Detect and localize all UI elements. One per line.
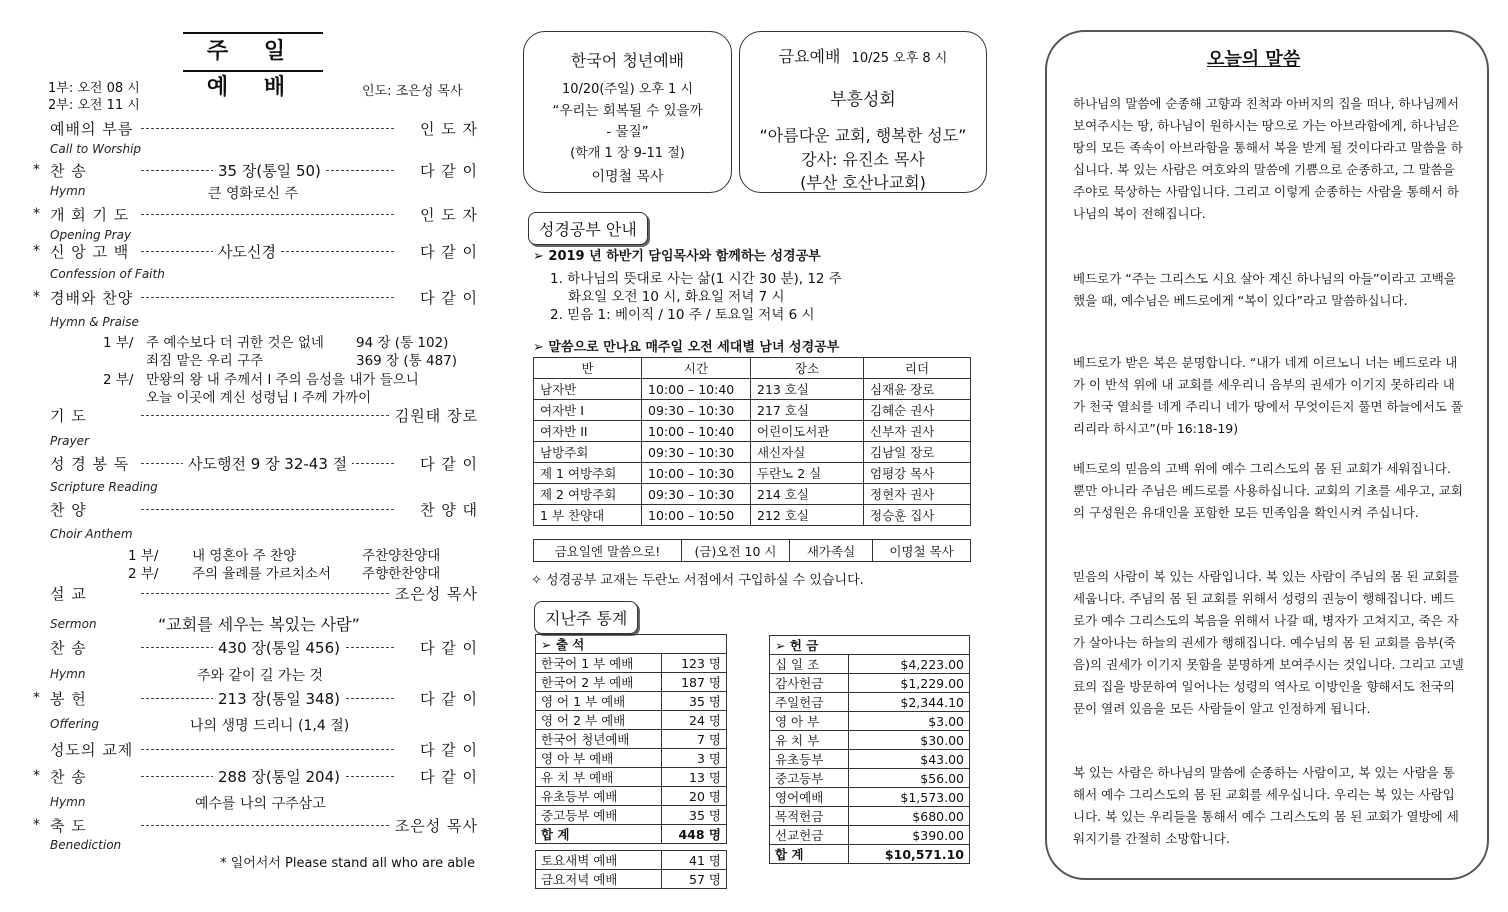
table-row [770, 655, 970, 674]
offering-amount: $1,573.00 [849, 788, 970, 807]
class-place: 212 호실 [751, 505, 864, 526]
service-times [48, 80, 140, 114]
offering-label: 중고등부 [770, 769, 849, 788]
service-time-1: 1부: 오전 08 시 [48, 81, 140, 96]
class-place: 두란노 2 실 [751, 463, 864, 484]
attendance-count: 187 명 [661, 673, 726, 692]
order-item-english: Hymn [50, 667, 86, 681]
attendance-label: 토요새벽 예배 [536, 851, 662, 870]
revival-speaker: 강사: 유진소 목사 [801, 150, 925, 169]
class-place: 213 호실 [751, 379, 864, 400]
order-item-name: 찬 양 [50, 501, 87, 519]
offering-amount: $390.00 [849, 826, 970, 845]
table-row [770, 693, 970, 712]
order-item-leader: 조은성 목사 [391, 815, 478, 836]
order-of-worship [0, 0, 500, 912]
class-name: 제 1 여방주회 [534, 463, 642, 484]
youth-service-speaker: 이명철 목사 [591, 169, 664, 185]
spacer [536, 844, 727, 851]
class-place: 어린이도서관 [751, 421, 864, 442]
offering-amount: $30.00 [849, 731, 970, 750]
table-row [536, 806, 727, 825]
order-item-name: 찬 송 [50, 639, 87, 657]
order-item-detail: 사도행전 9 장 32-43 절 [183, 453, 352, 474]
order-item-english: Hymn [50, 795, 86, 809]
praise-part: 1 부/ [103, 335, 134, 351]
attendance-table [535, 634, 727, 889]
table-row [770, 731, 970, 750]
friday-study-row [533, 539, 971, 562]
attendance-count: 41 명 [661, 851, 726, 870]
table-row [770, 826, 970, 845]
table-row [536, 654, 727, 673]
column-header: 장소 [751, 358, 864, 379]
order-item-detail: 35 장(통일 50) [213, 160, 326, 181]
class-name: 1 부 찬양대 [534, 505, 642, 526]
offering-label: 십 일 조 [770, 655, 849, 674]
attendance-label: 영 아 부 예배 [536, 749, 662, 768]
class-time: 09:30 – 10:30 [642, 484, 751, 505]
table-row [534, 442, 971, 463]
order-item-leader: 다 같 이 [416, 287, 478, 308]
attendance-count: 123 명 [661, 654, 726, 673]
table-row [770, 750, 970, 769]
class-leader: 신부자 권사 [864, 421, 971, 442]
message-paragraph: 베드로가 “주는 그리스도 시요 살아 계신 하나님의 아들”이라고 고백을 했을 때, 예수님은 베드로에게 “복이 있다”라고 말씀하십니다. [1073, 271, 1456, 308]
stand-marker: * [33, 162, 40, 178]
order-item [33, 688, 478, 710]
stand-marker: * [33, 690, 40, 706]
class-place: 새신자실 [751, 442, 864, 463]
class-leader: 김혜순 권사 [864, 400, 971, 421]
order-item [33, 766, 478, 788]
order-item [33, 405, 478, 427]
praise-part: 2 부/ [103, 372, 134, 388]
bible-study-item-2: 2. 믿음 1: 베이직 / 10 주 / 토요일 저녁 6 시 [550, 307, 815, 323]
table-row [536, 711, 727, 730]
offering-amount: $1,229.00 [849, 674, 970, 693]
leader-dashes [141, 593, 394, 594]
attendance-label: 유 치 부 예배 [536, 768, 662, 787]
class-name: 제 2 여방주회 [534, 484, 642, 505]
attendance-label: 금요저녁 예배 [536, 870, 662, 889]
class-time: 10:00 – 10:50 [642, 505, 751, 526]
stand-marker: * [33, 243, 40, 259]
order-item-english: Benediction [50, 838, 122, 852]
attendance-label: 한국어 2 부 예배 [536, 673, 662, 692]
table-row [770, 712, 970, 731]
order-item-name: 개 회 기 도 [50, 206, 130, 224]
order-item-leader: 다 같 이 [416, 739, 478, 760]
leader-dashes [141, 214, 394, 215]
offering-label: 영 아 부 [770, 712, 849, 731]
order-item-english: Prayer [50, 434, 89, 448]
order-item-name: 축 도 [50, 817, 87, 835]
table-row [536, 692, 727, 711]
class-leader: 김남일 장로 [864, 442, 971, 463]
column-header: 리더 [864, 358, 971, 379]
bible-study-item-1: 1. 하나님의 뜻대로 사는 삶(1 시간 30 분), 12 주 [550, 271, 842, 287]
table-header-row [534, 358, 971, 379]
offering-label: 선교헌금 [770, 826, 849, 845]
order-item [33, 204, 478, 226]
worship-leader: 인도: 조은성 목사 [362, 84, 463, 99]
order-item-english: Scripture Reading [50, 480, 158, 494]
table-row [536, 851, 727, 870]
friday-study-name: 금요일엔 말씀으로! [534, 540, 682, 562]
offering-amount: $680.00 [849, 807, 970, 826]
order-item [33, 241, 478, 263]
youth-service-date: 10/20(주일) 오후 1 시 [561, 82, 694, 97]
order-item [33, 637, 478, 659]
attendance-label: 영 어 2 부 예배 [536, 711, 662, 730]
order-item-name: 경배와 찬양 [50, 289, 134, 307]
attendance-count: 13 명 [661, 768, 726, 787]
praise-song: 만왕의 왕 내 주께서 l 주의 음성을 내가 들으니 [146, 372, 419, 388]
order-item-leader: 인 도 자 [416, 118, 478, 139]
attendance-label: 한국어 1 부 예배 [536, 654, 662, 673]
attendance-count: 7 명 [661, 730, 726, 749]
order-item [33, 583, 478, 605]
table-row [536, 730, 727, 749]
spacer-row [536, 844, 727, 851]
revival-title: 부흥성회 [830, 90, 896, 110]
order-item-detail: 사도신경 [213, 241, 281, 262]
attendance-count: 57 명 [661, 870, 726, 889]
attendance-title [536, 635, 727, 654]
order-item-name: 예배의 부름 [50, 120, 134, 138]
table-row [534, 379, 971, 400]
order-item-name: 신 앙 고 백 [50, 243, 130, 261]
message-paragraph: 복 있는 사람은 하나님의 말씀에 순종하는 사람이고, 복 있는 사람을 통해서 예수 그리스도의 몸 된 교회를 세우십니다. 우리는 복 있는 사람입니다. 복 있는 우리들을 통해서 예수 그리스도의 몸 된 교회가 열방에 세워지기를 간절히 소망합니다. [1073, 765, 1459, 846]
youth-service-theme-2: - 물질” [606, 124, 649, 140]
friday-study-leader: 이명철 목사 [873, 540, 971, 562]
youth-service-box [523, 31, 732, 193]
order-item-leader: 조은성 목사 [391, 583, 478, 604]
order-item-name: 찬 송 [50, 162, 87, 180]
sermon-title: “교회를 세우는 복있는 사람” [158, 615, 360, 634]
offering-total [770, 845, 970, 864]
order-item [33, 287, 478, 309]
order-item [33, 499, 478, 521]
revival-theme: “아름다운 교회, 행복한 성도” [759, 126, 967, 145]
order-item-leader: 다 같 이 [416, 766, 478, 787]
offering-label: 영어예배 [770, 788, 849, 807]
stand-marker: * [33, 817, 40, 833]
youth-service-title: 한국어 청년예배 [570, 51, 685, 70]
offering-amount: $2,344.10 [849, 693, 970, 712]
praise-hymn-number: 369 장 (통 487) [356, 353, 458, 369]
offering-label: 목적헌금 [770, 807, 849, 826]
table-row [534, 400, 971, 421]
bible-study-header: 성경공부 안내 [528, 212, 648, 245]
praise-song: 주 예수보다 더 귀한 것은 없네 [146, 335, 324, 351]
order-item-name: 기 도 [50, 407, 87, 425]
praise-song: 오늘 이곳에 계신 성령님 l 주께 가까이 [146, 390, 372, 406]
choir-song: 주의 율례를 가르치소서 [192, 566, 331, 582]
table-row [534, 463, 971, 484]
order-item-name: 성 경 봉 독 [50, 455, 130, 473]
column-header: 반 [534, 358, 642, 379]
attendance-label: 유초등부 예배 [536, 787, 662, 806]
table-row [770, 807, 970, 826]
order-item-leader: 다 같 이 [416, 637, 478, 658]
class-leader: 엄평강 목사 [864, 463, 971, 484]
bible-study-section-1: ➢ 2019 년 하반기 담임목사와 함께하는 성경공부 [533, 249, 821, 264]
table-row [536, 870, 727, 889]
order-item-name: 성도의 교제 [50, 741, 134, 759]
offering-amount: $10,571.10 [849, 845, 970, 864]
class-time: 09:30 – 10:30 [642, 400, 751, 421]
message-paragraph: 베드로가 받은 복은 분명합니다. “내가 네게 이르노니 너는 베드로라 내가 이 반석 위에 내 교회를 세우리니 음부의 권세가 이기지 못하리라 내가 천국 열쇠를 네게 주리니 네가 땅에서 무엇이든지 풀면 하늘에서도 풀리리라 하시고”(마 16:18-19) [1073, 355, 1463, 436]
stand-marker: * [33, 289, 40, 305]
attendance-count: 35 명 [661, 692, 726, 711]
attendance-label: 합 계 [536, 825, 662, 844]
youth-service-theme: “우리는 회복될 수 있을까 [552, 103, 703, 119]
attendance-label: 한국어 청년예배 [536, 730, 662, 749]
choir-name: 주향한찬양대 [362, 566, 441, 582]
table-row [536, 749, 727, 768]
order-item-leader: 김원태 장로 [391, 405, 478, 426]
stand-marker: * [33, 768, 40, 784]
order-item-english: Confession of Faith [50, 267, 165, 281]
service-time-2: 2부: 오전 11 시 [48, 98, 140, 113]
attendance-count: 20 명 [661, 787, 726, 806]
message-paragraph: 하나님의 말씀에 순종해 고향과 친척과 아버지의 집을 떠나, 하나님께서 보여주시는 땅, 하나님이 원하시는 땅으로 가는 아브라함에게, 하나님은 땅의 모든 족속이 아브라함을 통해서 복을 받게 될 것이다라고 말씀을 하십니다. 복 있는 사람은 여호와의 말씀에 기쁨으로 순종하고, 그 말씀을 주야로 묵상하는 사람입니다. 그리고 이렇게 순종하는 사람을 통해서 하나님의 복이 전해집니다. [1073, 96, 1463, 221]
hymn-title: 예수를 나의 구주삼고 [195, 796, 326, 812]
bible-study-table [533, 357, 971, 526]
order-item [33, 118, 478, 140]
class-time: 10:00 – 10:40 [642, 421, 751, 442]
class-place: 217 호실 [751, 400, 864, 421]
hymn-title: 큰 영화로신 주 [208, 186, 299, 202]
attendance-total [536, 825, 727, 844]
stand-note: * 일어서서 Please stand all who are able [220, 856, 476, 871]
table-row [770, 788, 970, 807]
message-paragraph: 베드로의 믿음의 고백 위에 예수 그리스도의 몸 된 교회가 세워집니다. 뿐만 아니라 주님은 베드로를 사용하십니다. 교회의 기초를 세우고, 교회의 구성원은 유대인을 포함한 모든 민족임을 확인시켜 주십니다. [1073, 461, 1463, 520]
choir-name: 주찬양찬양대 [362, 548, 441, 564]
order-item-name: 찬 송 [50, 768, 87, 786]
order-item-english: Offering [50, 717, 99, 731]
friday-service-when: 10/25 오후 8 시 [851, 51, 948, 66]
order-item-leader: 다 같 이 [416, 688, 478, 709]
friday-service-title: 금요예배 [778, 47, 841, 66]
offering-label: 유초등부 [770, 750, 849, 769]
offering-table [769, 635, 970, 864]
leader-dashes [141, 749, 394, 750]
order-item-english: Sermon [50, 617, 97, 631]
friday-service-box [739, 31, 987, 193]
class-leader: 정현자 권사 [864, 484, 971, 505]
choir-part: 2 부/ [128, 566, 159, 582]
stand-marker: * [33, 206, 40, 222]
friday-study-place: 새가족실 [790, 540, 873, 562]
order-item-english: Hymn [50, 184, 86, 198]
class-name: 여자반 II [534, 421, 642, 442]
order-item-detail: 430 장(통일 456) [213, 637, 345, 658]
praise-song: 죄짐 맡은 우리 구주 [146, 353, 264, 369]
hymn-title: 주와 같이 길 가는 것 [197, 668, 323, 684]
offering-label: 유 치 부 [770, 731, 849, 750]
todays-word-title: 오늘의 말씀 [1207, 49, 1301, 70]
order-item-leader: 찬 양 대 [416, 499, 478, 520]
order-item-leader: 다 같 이 [416, 160, 478, 181]
order-item [33, 815, 478, 837]
order-item-leader: 다 같 이 [416, 453, 478, 474]
order-item-leader: 인 도 자 [416, 204, 478, 225]
table-row [536, 673, 727, 692]
offering-label: 감사헌금 [770, 674, 849, 693]
worship-title: 주 일 예 배 [183, 32, 323, 72]
order-item-english: Opening Pray [50, 228, 132, 242]
offering-label: 주일헌금 [770, 693, 849, 712]
table-row [770, 769, 970, 788]
class-leader: 심재윤 장로 [864, 379, 971, 400]
choir-part: 1 부/ [128, 548, 159, 564]
offering-label: ➢ 헌 금 [770, 636, 970, 655]
revival-church: (부산 호산나교회) [800, 173, 926, 192]
leader-dashes [141, 128, 394, 129]
message-paragraph: 믿음의 사람이 복 있는 사람입니다. 복 있는 사람이 주님의 몸 된 교회를 세웁니다. 주님의 몸 된 교회를 위해서 성령의 권능이 행해집니다. 베드로가 예수 그리스도의 복음을 위해서 나갈 때, 병자가 고쳐지고, 죽은 자가 살아나는 하늘의 권세가 행해집니다. 예수님의 몸 된 교회를 음부(죽음)의 권세가 이기지 못함을 분명하게 보여주시는 것입니다. 그리고 고넬료의 집을 방문하여 일어나는 성령의 역사로 이방인을 향해서도 천국의 문이 열려 있음을 모든 사람들이 알고 인정하게 됩니다. [1073, 569, 1464, 716]
table-row [534, 421, 971, 442]
class-time: 10:00 – 10:30 [642, 463, 751, 484]
table-row [536, 787, 727, 806]
choir-song: 내 영혼아 주 찬양 [192, 548, 297, 564]
leader-dashes [141, 825, 394, 826]
order-item-detail: 213 장(통일 348) [213, 688, 345, 709]
attendance-count: 448 명 [661, 825, 726, 844]
class-place: 214 호실 [751, 484, 864, 505]
order-item-leader: 다 같 이 [416, 241, 478, 262]
order-item-detail: 288 장(통일 204) [213, 766, 345, 787]
attendance-label: 중고등부 예배 [536, 806, 662, 825]
order-item [33, 453, 478, 475]
order-item [33, 739, 478, 761]
leader-dashes [141, 297, 394, 298]
order-item-english: Hymn & Praise [50, 315, 139, 329]
table-row [536, 768, 727, 787]
column-header: 시간 [642, 358, 751, 379]
class-time: 10:00 – 10:40 [642, 379, 751, 400]
class-name: 남방주회 [534, 442, 642, 463]
class-leader: 정승훈 집사 [864, 505, 971, 526]
textbook-note: ✧ 성경공부 교재는 두란노 서점에서 구입하실 수 있습니다. [531, 573, 864, 588]
class-name: 여자반 I [534, 400, 642, 421]
order-item-english: Choir Anthem [50, 527, 133, 541]
offering-amount: $3.00 [849, 712, 970, 731]
hymn-title: 나의 생명 드리니 (1,4 절) [190, 718, 350, 734]
attendance-count: 24 명 [661, 711, 726, 730]
leader-dashes [141, 509, 394, 510]
table-row [534, 540, 971, 562]
praise-hymn-number: 94 장 (통 102) [356, 335, 449, 351]
attendance-count: 35 명 [661, 806, 726, 825]
youth-service-ref: (학개 1 장 9-11 절) [570, 146, 685, 161]
class-name: 남자반 [534, 379, 642, 400]
stats-header: 지난주 통계 [534, 601, 638, 634]
offering-amount: $56.00 [849, 769, 970, 788]
bible-study-section-2: ➢ 말씀으로 만나요 매주일 오전 세대별 남녀 성경공부 [533, 340, 840, 355]
table-row [770, 674, 970, 693]
attendance-label: ➢ 출 석 [536, 635, 727, 654]
attendance-label: 영 어 1 부 예배 [536, 692, 662, 711]
order-item [33, 160, 478, 182]
attendance-count: 3 명 [661, 749, 726, 768]
offering-amount: $43.00 [849, 750, 970, 769]
bible-study-item-1-schedule: 화요일 오전 10 시, 화요일 저녁 7 시 [568, 289, 785, 305]
class-time: 09:30 – 10:30 [642, 442, 751, 463]
order-item-name: 봉 헌 [50, 690, 87, 708]
offering-title [770, 636, 970, 655]
offering-amount: $4,223.00 [849, 655, 970, 674]
leader-dashes [141, 415, 394, 416]
order-item-name: 설 교 [50, 585, 87, 603]
offering-label: 합 계 [770, 845, 849, 864]
friday-study-time: (금)오전 10 시 [682, 540, 790, 562]
table-row [534, 484, 971, 505]
table-row [534, 505, 971, 526]
order-item-english: Call to Worship [50, 142, 142, 156]
